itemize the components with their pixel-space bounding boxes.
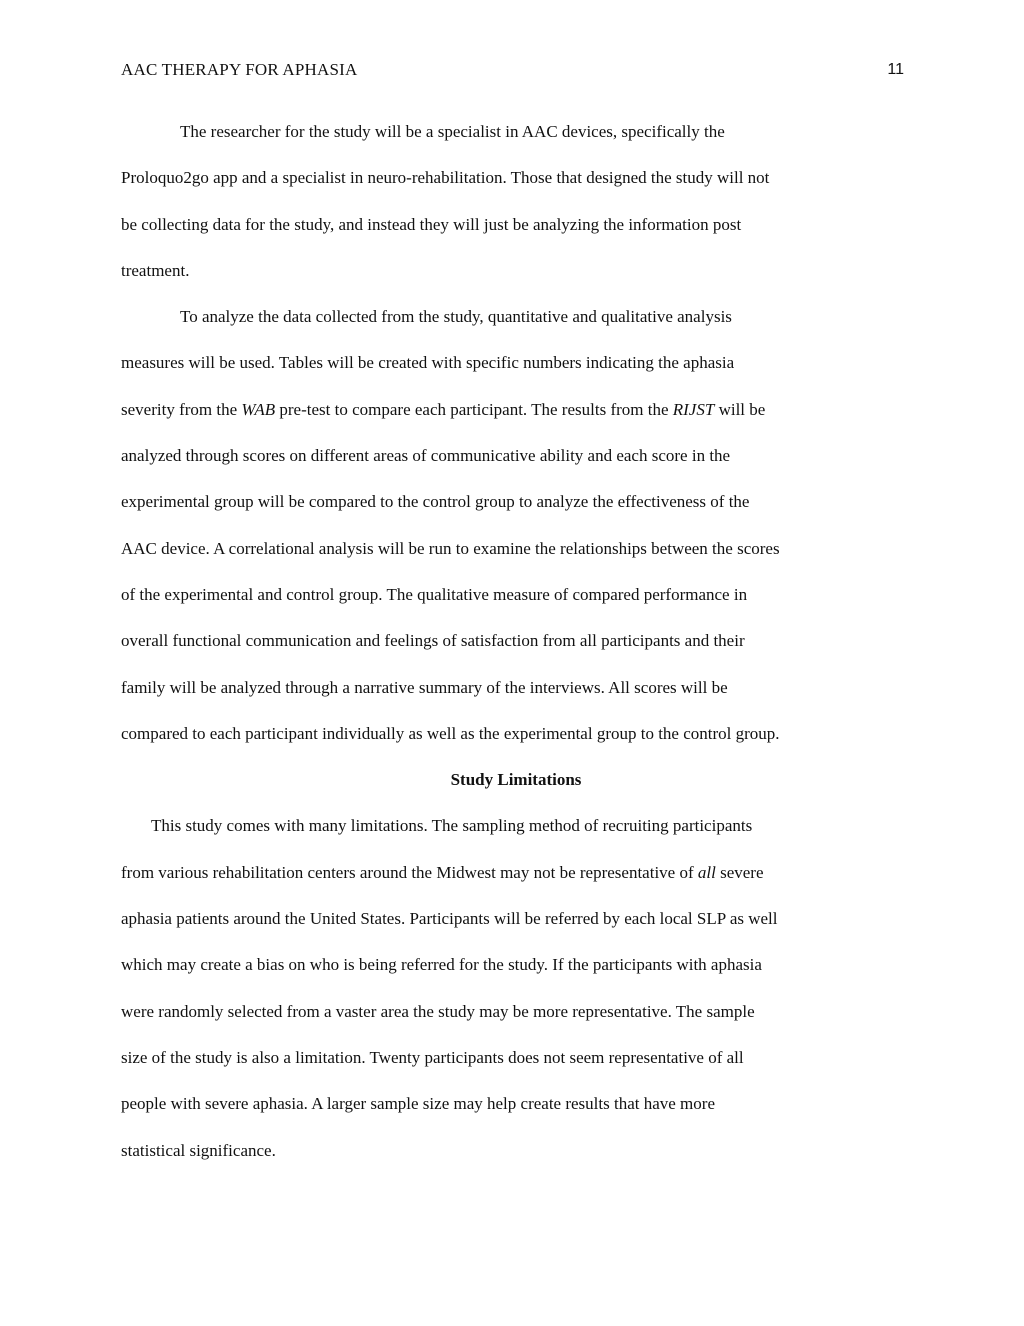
italic-term-wab: WAB <box>241 399 276 419</box>
text-span: from various rehabilitation centers around the Midwest may not be representative of <box>121 862 698 882</box>
text-line: AAC device. A correlational analysis will be run to examine the relationships between the scores <box>121 538 780 558</box>
section-heading: Study Limitations <box>450 770 582 790</box>
text-line: were randomly selected from a vaster area the study may be more representative. The sample <box>121 1001 755 1021</box>
text-line: of the experimental and control group. The qualitative measure of compared performance in <box>121 584 748 604</box>
page-number: 11 <box>887 61 904 78</box>
text-line: size of the study is also a limitation. Twenty participants does not seem representative of all <box>121 1047 744 1067</box>
text-span: pre-test to compare each participant. The results from the <box>275 399 673 419</box>
italic-word-all: all <box>697 862 716 882</box>
text-line: family will be analyzed through a narrative summary of the interviews. All scores will be <box>121 677 728 697</box>
text-span: severe <box>715 862 764 882</box>
running-head: AAC THERAPY FOR APHASIA <box>121 60 358 79</box>
italic-term-rijst: RIJST <box>672 399 715 419</box>
text-line: treatment. <box>121 260 190 280</box>
text-line: statistical significance. <box>121 1140 276 1160</box>
text-line <box>121 390 911 436</box>
text-line <box>121 853 911 899</box>
text-line: measures will be used. Tables will be created with specific numbers indicating the aphasia <box>121 353 735 373</box>
body-text <box>121 112 911 1177</box>
text-line: To analyze the data collected from the study, quantitative and qualitative analysis <box>180 307 732 327</box>
text-line: analyzed through scores on different areas of communicative ability and each score in the <box>121 446 731 466</box>
text-line: be collecting data for the study, and instead they will just be analyzing the information post <box>121 214 742 234</box>
paragraph-researcher <box>121 112 911 297</box>
text-span: severity from the <box>121 399 242 419</box>
text-line: aphasia patients around the United States. Participants will be referred by each local SLP as well <box>121 909 778 929</box>
text-line: people with severe aphasia. A larger sample size may help create results that have more <box>121 1094 715 1114</box>
text-line: overall functional communication and feelings of satisfaction from all participants and their <box>121 631 745 651</box>
text-line: This study comes with many limitations. The sampling method of recruiting participants <box>151 816 753 836</box>
text-line: The researcher for the study will be a specialist in AAC devices, specifically the <box>180 122 725 141</box>
text-line: which may create a bias on who is being referred for the study. If the participants with aphasia <box>121 955 762 975</box>
paragraph-limitations <box>121 806 911 1176</box>
paragraph-analysis <box>121 297 911 760</box>
text-span: will be <box>714 399 766 419</box>
text-line: compared to each participant individually as well as the experimental group to the control group. <box>121 723 780 743</box>
text-line: Proloquo2go app and a specialist in neuro-rehabilitation. Those that designed the study will not <box>121 168 770 188</box>
text-line: experimental group will be compared to the control group to analyze the effectiveness of the <box>121 492 750 512</box>
